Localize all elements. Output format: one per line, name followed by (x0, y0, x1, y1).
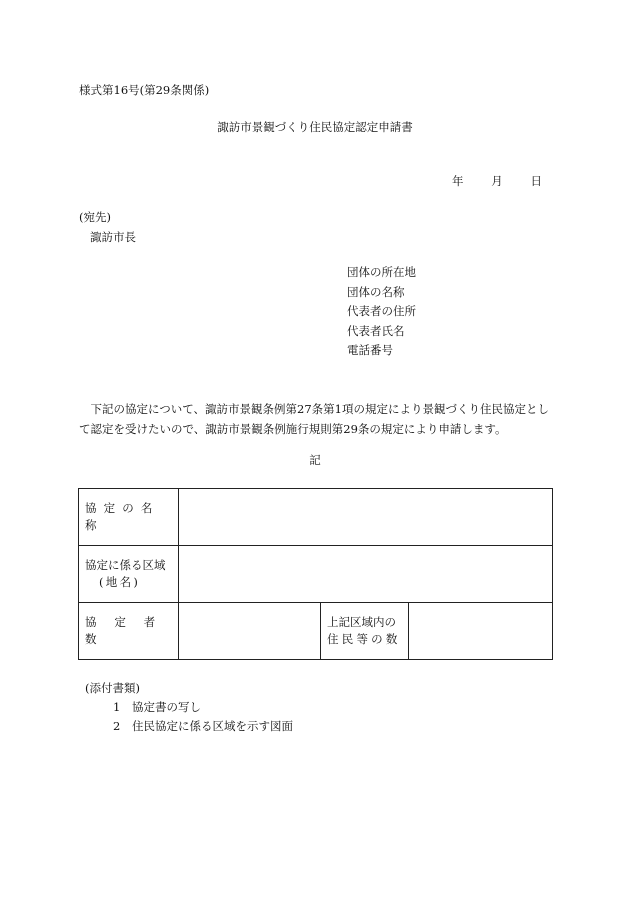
date-day: 日 (530, 174, 542, 188)
attachments-list (113, 702, 293, 740)
list-item (113, 721, 293, 740)
attachments-title: (添付書類) (85, 681, 140, 695)
parties-count-value-cell[interactable] (179, 603, 321, 660)
area-label: 協定に係る区域 (85, 558, 166, 572)
attachment-text: 協定書の写し (132, 700, 201, 714)
residents-label-line2: 住民等の数 (327, 632, 401, 646)
ki-heading: 記 (309, 453, 321, 467)
addressee-name: 諏訪市長 (90, 230, 136, 244)
area-label-cell (79, 546, 179, 603)
attachment-number: 1 (113, 700, 121, 714)
area-sublabel: (地名) (99, 575, 141, 589)
residents-label-line1: 上記区域内の (327, 615, 396, 629)
document-title: 諏訪市景観づくり住民協定認定申請書 (217, 120, 413, 134)
parties-count-label-cell (79, 603, 179, 660)
residents-value-cell[interactable] (409, 603, 553, 660)
applicant-fields (347, 267, 416, 365)
application-table (78, 488, 553, 660)
body-text: 下記の協定について、諏訪市景観条例第27条第1項の規定により景観づくり住民協定として認定を受けたいので、諏訪市景観条例施行規則第29条の規定により申請します。 (79, 402, 549, 436)
date-year: 年 (452, 174, 464, 188)
addressee-prefix: (宛先) (79, 210, 111, 224)
applicant-address-label: 団体の所在地 (347, 265, 416, 279)
area-value-cell[interactable] (179, 546, 553, 603)
form-number: 様式第16号(第29条関係) (79, 83, 210, 97)
date-line (452, 176, 542, 188)
representative-address-label: 代表者の住所 (347, 304, 416, 318)
agreement-name-label-cell (79, 489, 179, 546)
date-month: 月 (491, 174, 503, 188)
agreement-name-value-cell[interactable] (179, 489, 553, 546)
attachment-number: 2 (113, 719, 121, 733)
phone-number-label: 電話番号 (347, 343, 393, 357)
table-row (79, 546, 553, 603)
table-row (79, 603, 553, 660)
representative-name-label: 代表者氏名 (347, 323, 405, 338)
table-row (79, 489, 553, 546)
attachment-text: 住民協定に係る区域を示す図面 (132, 719, 293, 733)
parties-count-label: 協定者数 (85, 615, 173, 646)
agreement-name-label: 協定の名称 (85, 501, 160, 532)
applicant-name-label: 団体の名称 (347, 284, 405, 299)
residents-label-cell (321, 603, 409, 660)
